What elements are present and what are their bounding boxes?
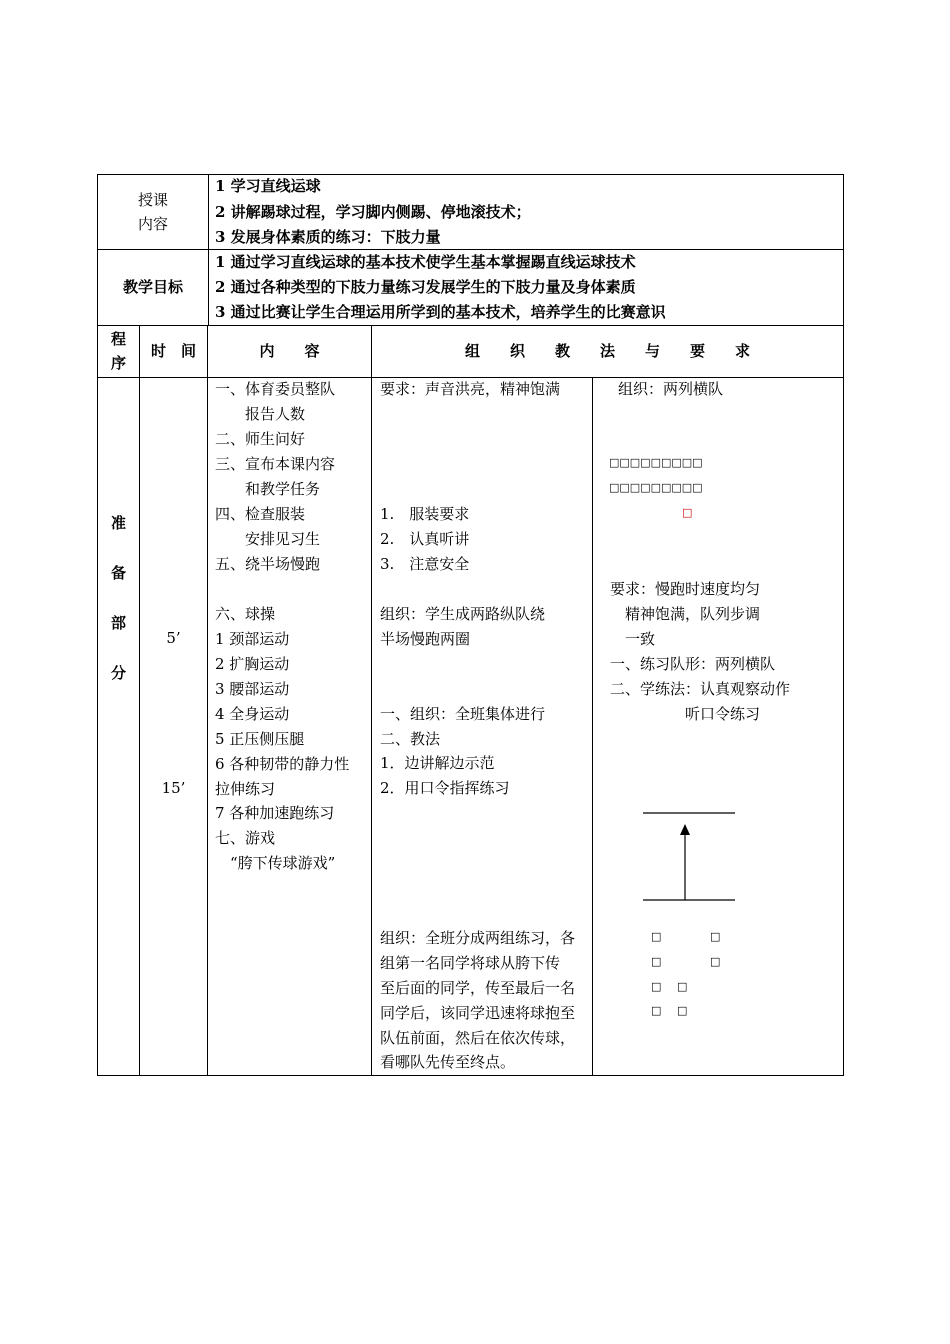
content-line: 七、游戏 [215,829,276,847]
content-line: 6 各种韧带的静力性 [215,755,350,773]
section-name-char-2: 备 [110,564,126,582]
content-line: 1 颈部运动 [215,630,290,648]
table-bottom-border [97,1075,844,1076]
section-name-char-1: 准 [110,514,126,532]
player-mark: □ [710,955,721,968]
requirement-line: 精神饱满，队列步调 [610,605,761,623]
game-organization-line: 看哪队先传至终点。 [380,1053,516,1071]
method-list-item: 2. 认真听讲 [380,530,470,548]
formation-label: 组织：两列横队 [618,380,724,398]
formation-row-1: □□□□□□□□□ [609,456,703,469]
lesson-content-label-2: 内容 [137,215,168,233]
time-col-divider [207,325,208,1076]
content-line: 报告人数 [215,405,306,423]
goal-label: 教学目标 [122,278,183,296]
content-line: 二、师生问好 [215,430,306,448]
method-teaching-line: 一、组织：全班集体进行 [380,705,546,723]
player-mark: □ [651,1004,662,1017]
content-line: 3 腰部运动 [215,680,290,698]
player-mark: □ [677,1004,688,1017]
time-value-1: 5’ [166,629,181,647]
content-line: 和教学任务 [215,480,321,498]
drill-diagram [640,805,740,905]
col-header-procedure-2: 序 [110,354,126,372]
lesson-content-label-1: 授课 [137,191,168,209]
game-organization-line: 组织：全班分成两组练习，各 [380,929,576,947]
content-col-divider [371,325,372,1076]
method-list-item: 3. 注意安全 [380,555,470,573]
content-line: 五、绕半场慢跑 [215,555,321,573]
content-line: 2 扩胸运动 [215,655,290,673]
content-line: “胯下传球游戏” [215,854,336,872]
player-mark: □ [710,930,721,943]
requirement-line: 听口令练习 [610,705,761,723]
table-top-border [97,174,844,175]
method-requirement: 要求：声音洪亮，精神饱满 [380,380,561,398]
method-teaching-line: 1．边讲解边示范 [380,754,495,772]
content-line: 拉伸练习 [215,780,276,798]
content-line: 7 各种加速跑练习 [215,804,335,822]
method-organization: 组织：学生成两路纵队绕 [380,605,546,623]
content-line: 5 正压侧压腿 [215,730,305,748]
formation-row-2: □□□□□□□□□ [609,481,703,494]
method-teaching-line: 2．用口令指挥练习 [380,779,510,797]
game-organization-line: 至后面的同学，传至最后一名 [380,979,576,997]
section-name-char-3: 部 [110,614,126,632]
time-value-2: 15’ [161,779,186,797]
goal-item-1: 1 通过学习直线运球的基本技术使学生基本掌握踢直线运球技术 [215,253,636,271]
row-divider-2 [97,325,844,326]
col-header-procedure-1: 程 [110,330,126,348]
player-mark: □ [651,930,662,943]
procedure-col-divider [139,325,140,1076]
player-mark: □ [677,980,688,993]
method-organization: 半场慢跑两圈 [380,630,471,648]
content-line: 四、检查服装 [215,505,306,523]
content-line: 4 全身运动 [215,705,290,723]
method-col-divider [592,377,593,1076]
goal-item-2: 2 通过各种类型的下肢力量练习发展学生的下肢力量及身体素质 [215,278,636,296]
content-line: 三、宣布本课内容 [215,455,336,473]
col-header-content: 内 容 [259,342,320,360]
direction-arrow-icon [680,824,690,835]
table-right-border [843,174,844,1076]
game-organization-line: 队伍前面，然后在依次传球， [380,1029,576,1047]
lesson-content-item-2: 2 讲解踢球过程，学习脚内侧踢、停地滚技术； [215,203,531,221]
col-header-method: 组 织 教 法 与 要 求 [464,342,750,360]
game-organization-line: 同学后，该同学迅速将球抱至 [380,1004,576,1022]
label-col-divider [208,174,209,326]
lesson-content-item-3: 3 发展身体素质的练习：下肢力量 [215,228,441,246]
requirement-line: 一、练习队形：两列横队 [610,655,776,673]
section-name-char-4: 分 [110,664,126,682]
requirement-line: 二、学练法：认真观察动作 [610,680,791,698]
content-line: 安排见习生 [215,530,321,548]
lesson-content-item-1: 1 学习直线运球 [215,177,321,195]
goal-item-3: 3 通过比赛让学生合理运用所学到的基本技术，培养学生的比赛意识 [215,303,666,321]
player-mark: □ [651,980,662,993]
requirement-line: 一致 [610,630,656,648]
content-line: 六、球操 [215,605,276,623]
teacher-position-mark: □ [682,506,693,519]
game-organization-line: 组第一名同学将球从胯下传 [380,954,561,972]
content-line: 一、体育委员整队 [215,380,336,398]
method-list-item: 1. 服装要求 [380,505,470,523]
requirement-line: 要求：慢跑时速度均匀 [610,580,761,598]
player-mark: □ [651,955,662,968]
col-header-time: 时 间 [150,342,196,360]
method-teaching-line: 二、教法 [380,730,441,748]
